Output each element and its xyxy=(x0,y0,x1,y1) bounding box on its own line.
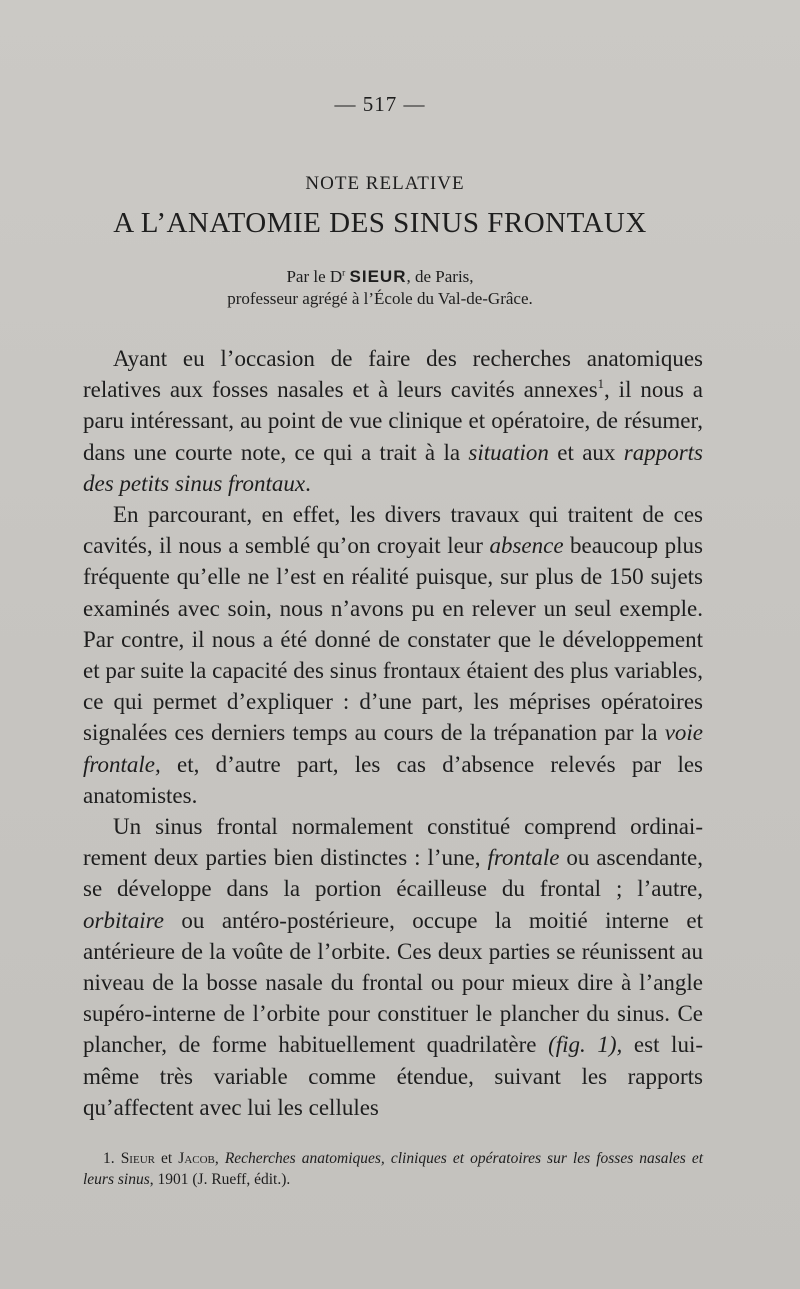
text-run: ou ascendante, se développe dans la portion écailleuse du frontal ; l’autre, xyxy=(83,845,704,902)
author-name: SIEUR xyxy=(349,267,407,286)
footnote-reference: 1 xyxy=(597,377,604,392)
text-run: En parcourant, en effet, les divers travaux qui traitent de ces cavités, il nous a semblé qu’on croyait leur xyxy=(83,502,703,559)
text-run: ou antéro-postérieure, occupe la moitié interne et antérieure de la voûte de l’orbite. Ces deux parties se réunissent au niveau de la bosse nasale du frontal ou pour mieux dire à l’angle supéro-interne de l’orbite pour constituer le plancher du sinus. Ce plancher, de forme habituellement quadrilatère xyxy=(83,907,703,1058)
article-body xyxy=(83,343,703,1123)
author-line xyxy=(0,266,760,288)
text-run: beaucoup plus fréquente qu’elle ne l’est en réalité puisque, sur plus de 150 sujets examinés avec soin, nous n’avons pu en relever un seul exemple. Par contre, il nous a été donné de constater que le développement et par suite la capacité des sinus frontaux étaient des plus variables, ce qui permet d’expliquer : d’une part, les méprises opératoires signalées ces derniers temps au cours de la trépanation par la xyxy=(83,533,704,746)
byline xyxy=(0,266,760,310)
author-affiliation: professeur agrégé à l’École du Val-de-Grâce. xyxy=(227,289,533,308)
text-run: . xyxy=(305,470,311,496)
italic-term: voie frontale, xyxy=(83,720,703,777)
footnote xyxy=(83,1148,703,1190)
italic-term: orbitaire xyxy=(83,907,164,933)
paragraph-3 xyxy=(83,811,703,1123)
footnote-author: Jacob xyxy=(178,1150,215,1167)
footnote-number: 1. xyxy=(103,1150,121,1167)
text-run: , il nous a paru intéressant, au point de vue clinique et opératoire, de résumer, dans une courte note, ce qui a trait à la xyxy=(83,377,703,465)
italic-term: absence xyxy=(489,533,564,559)
paragraph-1 xyxy=(83,343,703,499)
italic-term: situation xyxy=(468,439,549,465)
italic-term: rapports des petits sinus frontaux xyxy=(83,439,704,496)
text-run: et aux xyxy=(548,439,624,465)
byline-prefix: Par le D xyxy=(286,267,343,286)
italic-term: frontale xyxy=(487,845,560,871)
figure-reference: (fig. 1), xyxy=(548,1032,623,1058)
article-title-line-1: NOTE RELATIVE xyxy=(305,173,465,194)
text-run: et, d’autre part, les cas d’absence relevés par les anatomistes. xyxy=(83,751,703,808)
text-run: et xyxy=(154,1150,179,1167)
page-number: — 517 — xyxy=(334,92,426,116)
byline-superscript: r xyxy=(342,268,346,279)
paragraph-2 xyxy=(83,499,703,811)
text-run: Ayant eu l’occasion de faire des recherches anatomiques relatives aux fosses nasales et à leurs cavités annexes xyxy=(83,346,703,403)
footnote-author: Sieur xyxy=(120,1150,155,1167)
footnote-publisher: , 1901 (J. Rueff, édit.). xyxy=(149,1171,291,1188)
text-run: Un sinus frontal normalement constitué comprend ordinairement deux parties bien distinctes : l’une, xyxy=(83,814,703,871)
text-run: , xyxy=(214,1150,225,1167)
footnote-title: Recherches anatomiques, cliniques et opératoires sur les fosses nasales et leurs sinus xyxy=(83,1150,704,1188)
text-run: est lui-même très variable comme étendue, suivant les rapports qu’affectent avec lui les cellules xyxy=(83,1032,703,1120)
article-title-line-2: A L’ANATOMIE DES SINUS FRONTAUX xyxy=(113,207,647,239)
byline-suffix: , de Paris, xyxy=(406,267,474,286)
